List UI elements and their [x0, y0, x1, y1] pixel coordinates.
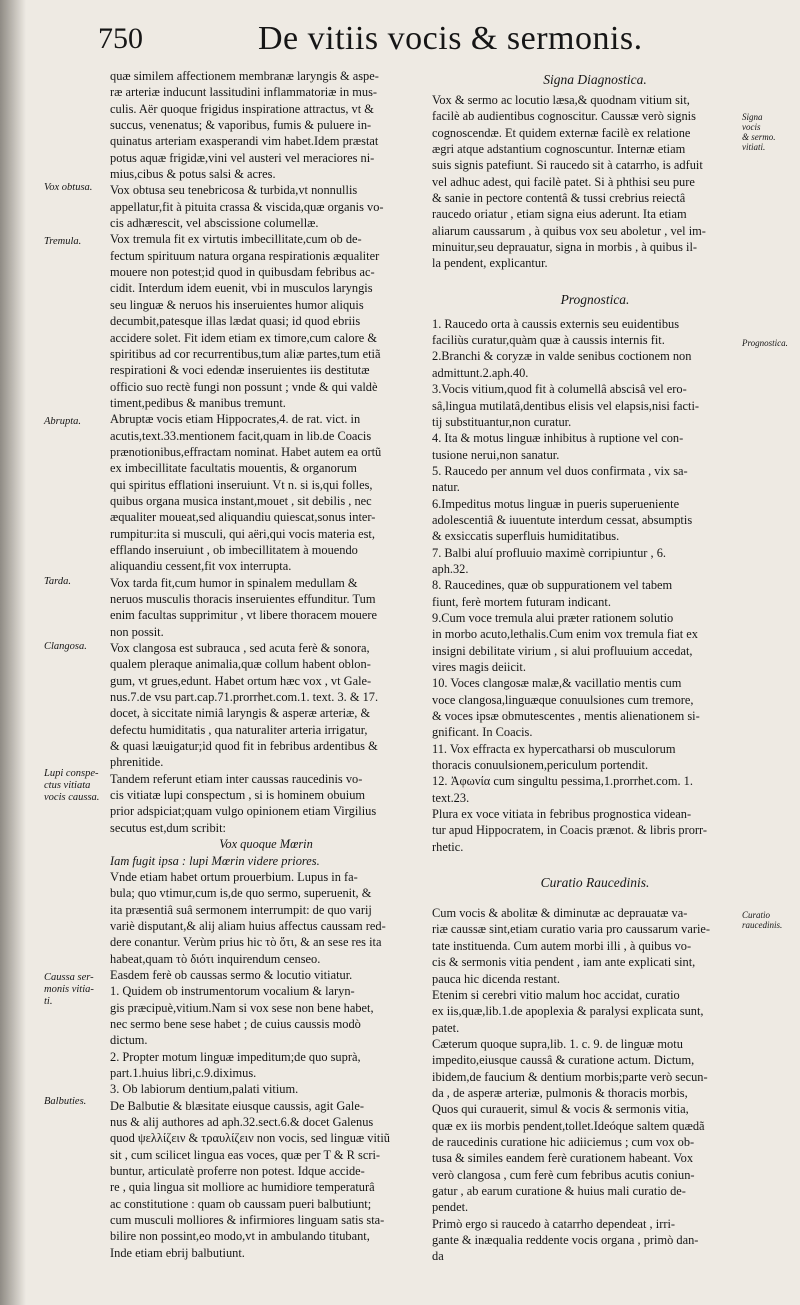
text-line: Vox tremula fit ex virtutis imbecillitate,cum ob de- — [110, 232, 362, 247]
text-line: succus, venenatus; & vaporibus, fumis & puluere in- — [110, 118, 372, 133]
text-line: 10. Voces clangosæ malæ,& vacillatio mentis cum — [432, 676, 682, 691]
text-line: Cum vocis & abolitæ & diminutæ ac deprauatæ va- — [432, 906, 688, 921]
text-line: 3.Vocis vitium,quod fit à columellâ abscisâ vel ero- — [432, 382, 687, 397]
text-line: & quasi læuigatur;id quod fit in febribus ardentibus & — [110, 739, 378, 754]
text-line: ex imbecillitate facultatis mouentis, & organorum — [110, 461, 357, 476]
text-line: æqualiter moueat,sed aliquandiu quiescat,sonus inter- — [110, 510, 376, 525]
text-line: impedito,eiusque caussâ & curatione actum. Dictum, — [432, 1053, 695, 1068]
margin-note-curatio: raucedinis. — [742, 920, 783, 930]
text-line: tusa & similes eandem ferè curationem habeant. Vox — [432, 1151, 694, 1166]
text-line: Easdem ferè ob caussas sermo & locutio vitiatur. — [110, 967, 353, 982]
text-line: cum musculi molliores & infirmiores linguam satis sta- — [110, 1213, 385, 1228]
text-line: & exsiccatis superfluis humiditatibus. — [432, 529, 620, 544]
text-line: vel adhuc adest, qui facilè patet. Si à phthisi seu pure — [432, 174, 695, 189]
text-line: defectu humiditatis , qua naturaliter arteria irrigatur, — [110, 722, 368, 737]
text-line: rumpitur:ita si musculi, qui aëri,qui vocis materia est, — [110, 526, 375, 541]
margin-note-caussa: monis vitia- — [44, 984, 94, 995]
text-line: phrenitide. — [110, 755, 164, 770]
binding-shadow — [0, 0, 26, 1305]
text-line: enim facultas supprimitur , vt libere thoracem mouere — [110, 608, 377, 623]
text-line: de raucedinis curatione hic adiiciemus ; cum vox ob- — [432, 1134, 695, 1149]
text-line: 2. Propter motum linguæ impeditum;de quo suprà, — [110, 1049, 361, 1064]
text-line: raucedo oriatur , etiam signa eius aderunt. Ita etiam — [432, 207, 687, 222]
margin-note-lupi: Lupi conspe- — [44, 768, 99, 779]
text-line: quinatus arteriam exasperandi vim habet.Idem præstat — [110, 134, 379, 149]
text-line: efflando inseruiunt , ob imbecillitatem à mouendo — [110, 542, 358, 557]
text-line: da — [432, 1249, 444, 1264]
text-line: 2.Branchi & coryzæ in valde senibus coctionem non — [432, 349, 692, 364]
text-line: appellatur,fit à pituita crassa & viscida,quæ organis vo- — [110, 199, 384, 214]
text-line: bula; quo vtimur,cum is,de quo sermo, superuenit, & — [110, 886, 372, 901]
text-line: 8. Raucedines, quæ ob suppurationem vel tabem — [432, 578, 673, 593]
text-line: gante & inæqualia reddente vocis organa , primò dan- — [432, 1233, 699, 1247]
text-line: variè disputant,& alij aliam huius affectus caussam red- — [110, 918, 386, 933]
margin-note-abrupta: Abrupta. — [44, 416, 82, 427]
text-line: ex iis,quæ,lib.1.de apoplexia & paralysi explicata sunt, — [432, 1004, 704, 1019]
section-heading-prognostica: Prognostica. — [560, 291, 630, 307]
verse-line: Iam fugit ipsa : lupi Mœrin videre priores. — [110, 853, 320, 868]
text-line: thoracis conuulsionem,periculum portendit. — [432, 758, 649, 773]
text-line: patet. — [432, 1020, 460, 1035]
text-line: Primò ergo si raucedo à catarrho dependeat , irri- — [432, 1216, 676, 1231]
text-line: Etenim si cerebri vitio malum hoc accidat, curatio — [432, 987, 680, 1002]
text-line: qualem pleraque animalia,quæ collum habent oblon- — [110, 657, 371, 672]
section-spacer — [432, 895, 758, 905]
text-line: Cæterum quoque supra,lib. 1. c. 9. de linguæ motu — [432, 1036, 683, 1051]
text-line: tij substituantur,non curatur. — [432, 414, 572, 429]
text-line: Abruptæ vocis etiam Hippocrates,4. de rat. vict. in — [110, 412, 361, 427]
text-line: quæ similem affectionem membranæ laryngis & aspe- — [110, 69, 379, 83]
text-line: gum, vt grues,edunt. Habet ortum hæc vox , vt Gale- — [110, 673, 372, 688]
text-line: sâ,lingua mutilatâ,dentibus elisis vel elapsis,nisi facti- — [432, 398, 700, 413]
text-line: prior adspiciat;quam vulgo opinionem etiam Virgilius — [110, 804, 377, 819]
text-line: buntur, articulatè proferre non potest. Idque accide- — [110, 1164, 365, 1179]
text-line: 1. Quidem ob instrumentorum vocalium & laryn- — [110, 984, 355, 999]
text-line: mius,cibus & potus salsi & acres. — [110, 167, 276, 182]
text-line: Vox obtusa seu tenebricosa & turbida,vt nonnullis — [110, 183, 358, 198]
text-line: 5. Raucedo per annum vel duos confirmata , vix sa- — [432, 463, 688, 478]
running-title: De vitiis vocis & sermonis. — [258, 20, 643, 57]
text-line: & voces ipsæ obmutescentes , mentis alienationem si- — [432, 709, 700, 724]
text-line: potus aquæ frigidæ,vini vel austeri vel meraciores ni- — [110, 150, 375, 165]
margin-note-caussa: ti. — [44, 996, 53, 1007]
text-line: Vox clangosa est subrauca , sed acuta ferè & sonora, — [110, 641, 370, 656]
margin-note-balbuties: Balbuties. — [44, 1096, 87, 1107]
text-line: timent,pedibus & manibus tremunt. — [110, 395, 286, 410]
text-line: cis & sermonis vitia pendent , iam ante explicati sint, — [432, 955, 696, 970]
section-spacer — [432, 855, 758, 871]
margin-note-curatio: Curatio — [742, 910, 771, 920]
text-line: faciliùs curatur,quàm quæ à caussis internis fit. — [432, 333, 665, 348]
text-line: la pendent, explicantur. — [432, 256, 548, 271]
text-line: decumbit,patesque illas lædat quasi; id quod ebriis — [110, 314, 361, 329]
text-line: text.23. — [432, 790, 470, 805]
text-line: quod ψελλίζειν & τραυλίζειν non vocis, sed linguæ vitiũ — [110, 1131, 390, 1146]
text-line: nec sermo bene sese habet ; de cuius caussis modò — [110, 1016, 361, 1031]
margin-note-signa: vocis — [742, 122, 761, 132]
margin-note-tarda: Tarda. — [44, 576, 71, 587]
text-line: tusione nerui,non sanatur. — [432, 447, 560, 462]
text-line: voce clangosa,linguæque conuulsiones cum tremore, — [432, 692, 694, 707]
text-line: quibus organa musica instant,mouet , sit debilis , nec — [110, 493, 372, 508]
text-line: rhetic. — [432, 839, 464, 854]
text-line: re , quia lingua sit molliore ac humidiore temperaturâ — [110, 1180, 375, 1195]
margin-note-clangosa: Clangosa. — [44, 641, 87, 652]
text-line: Plura ex voce vitiata in febribus prognostica videan- — [432, 807, 692, 822]
section-spacer — [432, 272, 758, 288]
text-line: bilire non possint,eo modo,vt in ambulando titubant, — [110, 1229, 370, 1244]
text-line: spiritibus ad cor recurrentibus,tum aliæ partes,tum etiã — [110, 346, 381, 361]
text-line: cognoscendæ. Et quidem externæ facilè ex relatione — [432, 125, 691, 140]
text-line: tur apud Hippocratem, in Coacis prænot. & libris prorr- — [432, 823, 708, 838]
text-line: culis. Aër quoque frigidus inspiratione attractus, vt & — [110, 101, 374, 116]
margin-note-signa: Signa — [742, 112, 763, 122]
text-line: adolescentiâ & iuuentute interdum cessat, absumptis — [432, 512, 693, 527]
text-line: non possit. — [110, 624, 164, 639]
text-line: habeat,quam τὸ διότι inquirendum censeo. — [110, 951, 321, 966]
text-line: officio suo rectè fungi non possunt ; vnde & qui valdè — [110, 379, 378, 394]
text-line: & sanie in pectore contentâ & tussi crebrius reiectâ — [432, 191, 686, 206]
margin-note-tremula: Tremula. — [44, 236, 82, 247]
text-line: seu linguæ & neruos his inseruientes humor aliquis — [110, 297, 364, 312]
text-line: 12. Ἀφωνία cum singultu pessima,1.prorrhet.com. 1. — [432, 774, 693, 789]
margin-note-lupi: ctus vitiata — [44, 780, 91, 791]
left-column — [110, 68, 422, 1261]
text-line: cidit. Interdum idem euenit, vbi in musculos laryngis — [110, 281, 373, 296]
text-line: da , de asperæ arteriæ, pulmonis & thoracis morbis, — [432, 1085, 688, 1100]
right-column — [432, 68, 758, 1265]
verse-line: Vox quoque Mœrin — [219, 837, 313, 852]
text-line: pendet. — [432, 1200, 469, 1215]
text-line: ræ arteriæ inducunt lassitudini inflammatoriæ in mus- — [110, 85, 378, 100]
text-line: Vox tarda fit,cum humor in spinalem medullam & — [110, 575, 358, 590]
text-line: natur. — [432, 480, 460, 495]
page-number: 750 — [98, 22, 143, 55]
text-line: nus & alij authores ad aph.32.sect.6.& docet Galenus — [110, 1115, 374, 1129]
text-line: ita præsentiâ suâ sermonem interrumpit: de quo varij — [110, 902, 372, 917]
text-line: aph.32. — [432, 561, 469, 576]
text-line: 11. Vox effracta ex hypercatharsi ob musculorum — [432, 741, 676, 756]
margin-note-vox-obtusa: Vox obtusa. — [44, 182, 93, 193]
text-line: cis vitiatæ lupi conspectum , si is hominem obuium — [110, 788, 366, 803]
margin-note-prognostica: Prognostica. — [742, 338, 788, 348]
margin-note-signa: & sermo. — [742, 132, 776, 142]
margin-note-signa: vitiati. — [742, 142, 766, 152]
text-line: gis præcipuè,vitium.Nam si vox sese non bene habet, — [110, 1000, 374, 1015]
text-line: Vnde etiam habet ortum prouerbium. Lupus in fa- — [110, 869, 358, 884]
text-line: insigni debilitate virium , si alui profluuium accedat, — [432, 643, 693, 658]
margin-note-lupi: vocis caussa. — [44, 792, 100, 803]
text-line: mouere non potest;id quod in quibusdam febribus ac- — [110, 265, 375, 280]
text-line: accidere solet. Fit idem etiam ex timore,cum calore & — [110, 330, 377, 345]
text-line: vires magis deiicit. — [432, 660, 526, 674]
section-heading-curatio: Curatio Raucedinis. — [540, 875, 650, 891]
text-line: nus.7.de vsu part.cap.71.prorrhet.com.1. text. 3. & 17. — [110, 690, 379, 705]
text-line: 4. Ita & motus linguæ inhibitus à ruptione vel con- — [432, 431, 684, 446]
text-line: 7. Balbi aluí profluuio maximè corripiuntur , 6. — [432, 545, 667, 560]
text-line: Tandem referunt etiam inter caussas raucedinis vo- — [110, 771, 363, 786]
text-line: secutus est,dum scribit: — [110, 820, 226, 835]
text-line: aliquandiu cessent,fit vox interrupta. — [110, 559, 292, 574]
text-line: Inde etiam ebrij balbutiunt. — [110, 1245, 245, 1260]
text-line: 3. Ob labiorum dentium,palati vitium. — [110, 1082, 299, 1097]
text-line: Quos qui curauerit, simul & vocis & sermonis vitia, — [432, 1102, 689, 1117]
text-line: ibidem,de faucium & dentium morbis;parte verò secun- — [432, 1069, 708, 1084]
text-line: dictum. — [110, 1033, 148, 1048]
section-heading-signa: Signa Diagnostica. — [543, 72, 647, 87]
text-line: aliarum caussarum , à quibus vox seu aboletur , vel im- — [432, 223, 706, 238]
text-line: neruos musculis thoracis inseruientes effunditur. Tum — [110, 592, 376, 606]
text-line: Vox & sermo ac locutio læsa,& quodnam vitium sit, — [432, 93, 690, 107]
text-line: tate instituenda. Cum autem morbi illi , à quibus vo- — [432, 938, 692, 953]
text-line: docet, à siccitate nimiâ laryngis & asperæ arteriæ, & — [110, 706, 371, 721]
text-line: part.1.huius libri,c.9.diximus. — [110, 1065, 257, 1080]
text-line: respirationi & voci edendæ inseruientes iis destitutæ — [110, 363, 370, 378]
text-line: riæ caussæ sint,etiam curatio varia pro caussarum varie- — [432, 922, 711, 937]
text-line: ægri atque adstantium cognoscuntur. Internæ etiam — [432, 142, 686, 157]
text-line: in morbo acuto,lethalis.Cum enim vox tremula fiat ex — [432, 627, 698, 642]
text-line: fiunt, ferè mortem futuram indicant. — [432, 594, 611, 609]
text-line: cis adhærescit, vel abscissione columellæ. — [110, 216, 319, 231]
text-line: facilè ab audientibus cognoscitur. Caussæ verò signis — [432, 109, 696, 124]
text-line: ac constitutione : quam ob caussam pueri balbutiunt; — [110, 1196, 372, 1211]
text-line: pauca hic dicenda restant. — [432, 971, 560, 986]
text-line: 9.Cum voce tremula alui præter rationem solutio — [432, 610, 674, 625]
text-line: fectum spirituum natura organa respirationis æqualiter — [110, 248, 380, 263]
text-line: De Balbutie & blæsitate eiusque caussis, agit Gale- — [110, 1098, 364, 1113]
text-line: acutis,text.33.mentionem facit,quam in lib.de Coacis — [110, 428, 372, 443]
text-line: dere conantur. Verùm prius hic τὸ ὅτι, & an sese res ita — [110, 935, 382, 950]
margin-note-caussa: Caussa ser- — [44, 972, 94, 983]
text-line: gnificant. In Coacis. — [432, 725, 533, 740]
text-line: verò clangosa , cum ferè cum febribus acutis coniun- — [432, 1167, 695, 1182]
text-line: minuitur,seu deprauatur, signa in morbis , à quibus il- — [432, 240, 698, 255]
text-line: gatur , ab earum curatione & huius mali curatio de- — [432, 1183, 686, 1198]
text-line: qui spiritus efflationi inseruiunt. Vt n. si is,qui folles, — [110, 477, 373, 492]
text-line: 6.Impeditus motus linguæ in pueris superueniente — [432, 496, 680, 511]
text-line: admittunt.2.aph.40. — [432, 365, 529, 380]
text-line: 1. Raucedo orta à caussis externis seu euidentibus — [432, 316, 680, 331]
text-line: quæ ex iis morbis pendent,tollet.Ideóque saltem quædã — [432, 1118, 705, 1133]
text-line: prænotionibus,effractam nominat. Habet autem ea ortũ — [110, 444, 382, 459]
text-line: suis signis patefiunt. Si raucedo sit à catarrho, is adfuit — [432, 158, 703, 173]
text-line: sit , cum scilicet lingua eas voces, quæ per T & R scri- — [110, 1147, 381, 1162]
